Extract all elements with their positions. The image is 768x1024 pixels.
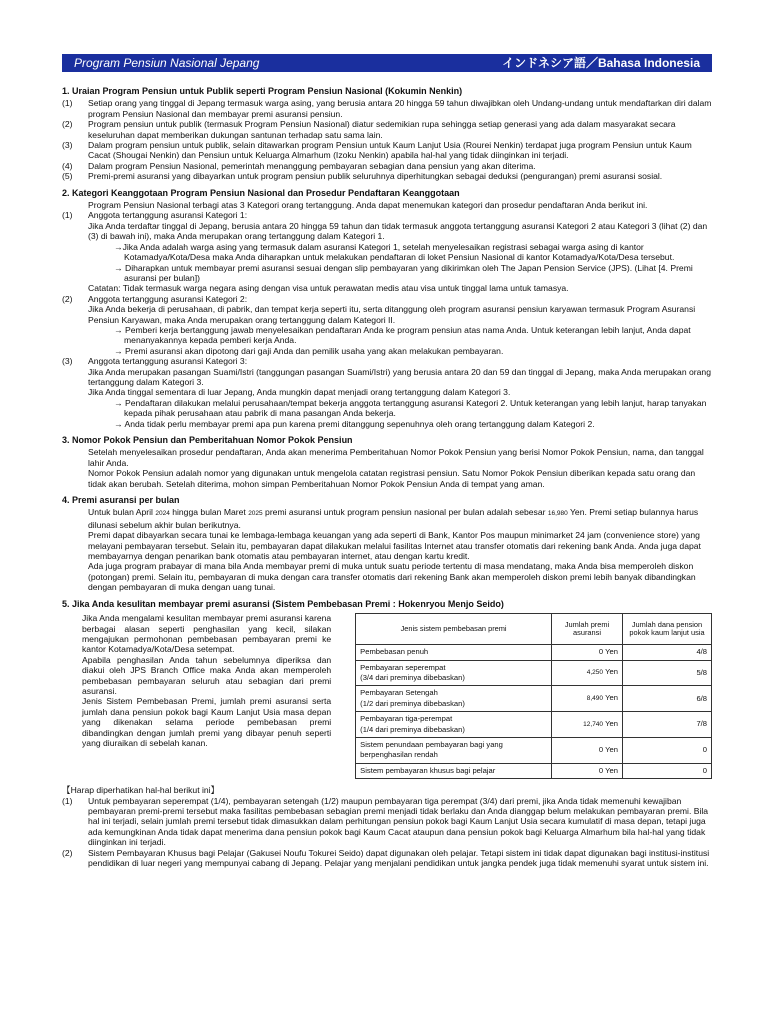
header-banner bbox=[62, 54, 712, 72]
premium-amount: 16,980 bbox=[547, 510, 568, 518]
item-text: Premi-premi asuransi yang dibayarkan untuk program pensiun publik seluruhnya diperhitungkan sebagai deduksi (pengurangan) premi asuransi sosial. bbox=[88, 171, 663, 182]
section-4 bbox=[62, 495, 712, 593]
list-item: (1) Untuk pembayaran seperempat (1/4), pembayaran setengah (1/2) maupun pembayaran tiga perempat (3/4) dari premi, jika Anda tidak memenuhi kewajiban pembayaran premi-premi tersebut maka fasilitas pembebasan sebagian premi menjadi tidak berlaku dan Anda dianggap belum melakukan pembayaran premi. Bila hal ini terjadi, selain jumlah premi tersebut tidak dimasukkan dalam perhitungan pensiun pokok bagi Kaum Lanjut Usia secara kumulatif di masa depan, tetapi juga ada kemungkinan Anda tidak dapat menerima dana pensiun pokok bagi Kaum Cacat ataupun dana pensiun pokok bagi Keluarga Almarhum bila hal-hal yang tidak diinginkan ini terjadi. bbox=[62, 795, 709, 848]
section-4-title: 4. Premi asuransi per bulan bbox=[62, 495, 180, 506]
year-start: 2024 bbox=[155, 510, 170, 518]
section-3-title: 3. Nomor Pokok Pensiun dan Pemberitahuan Nomor Pokok Pensiun bbox=[62, 435, 353, 445]
exemption-table bbox=[355, 613, 712, 779]
category-3-arrow-1: → Pendaftaran dilakukan melalui perusahaan/tempat bekerja anggota tertanggung asuransi Kategori 2. Untuk keterangan yang lebih lanjut, harap tanyakan kepada pihak perusahaan atau pabrik di mana pasangan Anda bekerja. bbox=[114, 397, 707, 419]
year-end: 2025 bbox=[248, 510, 263, 518]
section-4-paragraph: Untuk bulan April 2024 hingga bulan Maret 2025 premi asuransi untuk program pensiun nasional per bulan adalah sebesar 16,980 Yen. Premi setiap bulannya harus dilunasi sebelum akhir bulan berikutnya. bbox=[88, 507, 699, 530]
category-3-head: (3) Anggota tertanggung asuransi Kategori 3: bbox=[62, 356, 248, 367]
category-1-head: (1) Anggota tertanggung asuransi Kategori 1: bbox=[62, 210, 248, 221]
section-3-paragraph: Setelah menyelesaikan prosedur pendaftaran, Anda akan menerima Pemberitahuan Nomor Pokok Pensiun yang berisi Nomor Pokok Pensiun, nama, dan tanggal lahir Anda. bbox=[88, 447, 704, 468]
section-5 bbox=[62, 599, 712, 779]
item-text: Setiap orang yang tinggal di Jepang termasuk warga asing, yang berusia antara 20 hingga 59 tahun diwajibkan oleh Undang-undang untuk mendaftarkan diri dalam program Pensiun Nasional dan membayar premi asuransi pensiun. bbox=[88, 98, 712, 119]
section-4-paragraph: Ada juga program prabayar di mana bila Anda membayar premi di muka untuk suatu periode tertentu di masa mendatang, maka Anda bisa memperoleh diskon (potongan) premi. Selain itu, pembayaran di muka dengan cara transfer otomatis dari rekening Bank akan memperoleh diskon premi lebih banyak dibandingkan dengan pembayaran di muka dengan uang tunai. bbox=[88, 561, 696, 593]
item-number: (5) bbox=[62, 171, 73, 182]
table-row: Pembebasan penuh 0 Yen 4/8 bbox=[356, 645, 712, 660]
category-1-body: Jika Anda terdaftar tinggal di Jepang, berusia antara 20 hingga 59 tahun dan tidak termasuk anggota tertanggung asuransi Kategori 2 atau Kategori 3 (lihat (2) dan (3) di bawah ini), maka Anda merupakan orang tertanggung dalam Kategori 1. bbox=[88, 220, 708, 242]
category-2-body: Jika Anda bekerja di perusahaan, di pabrik, dan tempat kerja seperti itu, serta ditanggung oleh program asuransi pensiun karyawan termasuk Program Asuransi Pensiun Karyawan, maka Anda merupakan orang tertanggung dalam Kategori II. bbox=[88, 304, 696, 325]
item-number: (1) bbox=[62, 98, 73, 109]
section-2-title: 2. Kategori Keanggotaan Program Pensiun Nasional dan Prosedur Pendaftaran Keanggotaan bbox=[62, 187, 460, 198]
column-header: Jumlah dana pension pokok kaum lanjut usia bbox=[623, 614, 712, 645]
section-1-title: 1. Uraian Program Pensiun untuk Publik seperti Program Pensiun Nasional (Kokumin Nenkin) bbox=[62, 86, 463, 96]
item-text: Dalam program Pensiun Nasional, pemerintah menanggung pembayaran sebagian dana pensiun yang akan diterima. bbox=[88, 160, 536, 171]
item-text: Program pensiun untuk publik (termasuk Program Pensiun Nasional) diatur sedemikian rupa sehingga setiap generasi yang ada dalam masyarakat secara keseluruhan dapat memberikan dukungan santunan terhadap satu sama lain. bbox=[88, 119, 676, 140]
table-row: Sistem penundaan pembayaran bagi yang berpenghasilan rendah 0 Yen 0 bbox=[356, 737, 712, 763]
notes-section bbox=[62, 785, 712, 868]
category-2-arrow-1: → Pemberi kerja bertanggung jawab menyelesaikan pendaftaran Anda ke program pensiun atas nama Anda. Untuk keterangan lebih lanjut, Anda dapat menanyakannya kepada pemberi kerja Anda. bbox=[114, 324, 691, 346]
column-header: Jumlah premi asuransi bbox=[552, 614, 623, 645]
section-5-text: Jika Anda mengalami kesulitan membayar premi asuransi karena berbagai alasan seperti penghasilan yang kecil, silakan mengajukan permohonan pembebasan pembayaran premi ke kantor Kotamadya/Kota/Desa setempat. Apabila penghasilan Anda tahun sebelumnya diperiksa dan diakui oleh JPS Branch Office maka Anda akan memperoleh pembebasan pembayaran seluruh atau sebagian dari premi asuransi. Jenis Sistem Pembebasan Premi, jumlah premi asuransi serta jumlah dana pensiun pokok bagi Kaum Lanjut Usia masa depan yang dikenakan selama periode pembebasan premi dibandingkan dengan jumlah premi yang dibayar penuh seperti yang diuraikan di sebelah kanan. bbox=[82, 613, 332, 748]
banner-language: インドネシア語／Bahasa Indonesia bbox=[502, 55, 700, 70]
category-2-head: (2) Anggota tertanggung asuransi Kategori 2: bbox=[62, 293, 248, 304]
item-number: (3) bbox=[62, 140, 73, 151]
table-row: Pembayaran tiga-perempat (1/4 dari preminya dibebaskan) 12,740 Yen 7/8 bbox=[356, 712, 712, 738]
list-item bbox=[62, 119, 712, 140]
section-2 bbox=[62, 188, 712, 429]
section-2-intro: Program Pensiun Nasional terbagi atas 3 Kategori orang tertanggung. Anda dapat menemukan kategori dan prosedur pendaftaran Anda berikut ini. bbox=[88, 200, 648, 211]
table-header-row bbox=[356, 614, 712, 645]
category-1-arrow-1: →Jika Anda adalah warga asing yang termasuk dalam asuransi Kategori 1, setelah menyelesaikan registrasi sebagai warga asing di kantor Kotamadya/Kota/Desa maka Anda diharapkan untuk melakukan pendaftaran di loket Pensiun Nasional di kantor Kotamadya/Kota/Desa tersebut. bbox=[114, 241, 675, 263]
document-page bbox=[62, 54, 712, 868]
notes-heading: 【Harap diperhatikan hal-hal berikut ini】 bbox=[62, 785, 220, 796]
section-4-paragraph: Premi dapat dibayarkan secara tunai ke lembaga-lembaga keuangan yang ada seperti di Bank, Kantor Pos maupun minimarket 24 jam (convenience store) yang melayani pembayaran tersebut. Selain itu, pembayaran dapat dilakukan melalui fasilitas Internet atau transfer otomatis dari rekening bank Anda. Anda juga dapat membayarnya dengan penarikan bank otomatis atau pembayaran internet, atau dengan kartu kredit. bbox=[88, 530, 701, 562]
category-1-note: Catatan: Tidak termasuk warga negara asing dengan visa untuk perawatan medis atau visa untuk tinggal lama untuk tamasya. bbox=[88, 283, 569, 294]
list-item bbox=[62, 161, 712, 171]
item-number: (2) bbox=[62, 119, 73, 130]
column-header: Jenis sistem pembebasan premi bbox=[356, 614, 552, 645]
list-item bbox=[62, 98, 712, 119]
item-number: (4) bbox=[62, 160, 73, 171]
banner-title: Program Pensiun Nasional Jepang bbox=[74, 55, 260, 70]
category-3-body: Jika Anda merupakan pasangan Suami/Istri (tanggungan pasangan Suami/Istri) yang berusia antara 20 dan 59 dan tinggal di Jepang, maka Anda merupakan orang tertanggung dalam Kategori 3. bbox=[88, 366, 711, 387]
table-row: Pembayaran seperempat (3/4 dari preminya dibebaskan) 4,250 Yen 5/8 bbox=[356, 660, 712, 686]
item-text: Dalam program pensiun untuk publik, selain ditawarkan program Pensiun untuk Kaum Lanjut Usia (Rourei Nenkin) terdapat juga program Pensiun untuk Kaum Cacat (Shougai Nenkin) dan Pensiun untuk Keluarga Almarhum (Izoku Nenkin) apabila hal-hal yang tidak diinginkan ini terjadi. bbox=[88, 140, 692, 161]
table-row: Pembayaran Setengah (1/2 dari preminya dibebaskan) 8,490 Yen 6/8 bbox=[356, 686, 712, 712]
list-item: (2) Sistem Pembayaran Khusus bagi Pelajar (Gakusei Noufu Tokurei Seido) dapat digunakan oleh pelajar. Tetapi sistem ini tidak dapat digunakan bagi institusi-institusi pendidikan di luar negeri yang mempunyai cabang di Jepang. Pelajar yang menjalani pendidikan untuk jangka pendek juga tidak memenuhi syarat untuk sistem ini. bbox=[62, 847, 710, 868]
list-item bbox=[62, 140, 712, 161]
category-2-arrow-2: → Premi asuransi akan dipotong dari gaji Anda dan pemilik usaha yang akan melakukan pembayaran. bbox=[114, 345, 504, 356]
section-3-paragraph: Nomor Pokok Pensiun adalah nomor yang digunakan untuk mengelola catatan registrasi pensiun. Satu Nomor Pokok Pensiun diberikan kepada satu orang dan tidak akan berubah. Setelah diterima, mohon simpan Pemberitahuan Nomor Pokok Pensiun Anda di tempat yang aman. bbox=[88, 468, 696, 489]
table-row: Sistem pembayaran khusus bagi pelajar 0 Yen 0 bbox=[356, 763, 712, 778]
list-item bbox=[62, 171, 712, 181]
category-1-arrow-2: → Diharapkan untuk membayar premi asuransi sesuai dengan slip pembayaran yang dikirimkan oleh The Japan Pension Service (JPS). (Lihat [4. Premi asuransi per bulan]) bbox=[114, 262, 693, 283]
section-1 bbox=[62, 86, 712, 182]
section-5-title: 5. Jika Anda kesulitan membayar premi asuransi (Sistem Pembebasan Premi : Hokenryou Menjo Seido) bbox=[62, 598, 504, 609]
section-3 bbox=[62, 435, 712, 489]
category-3-body-2: Jika Anda tinggal sementara di luar Jepang, Anda mungkin dapat menjadi orang tertanggung dalam Kategori 3. bbox=[88, 387, 511, 398]
category-3-arrow-2: → Anda tidak perlu membayar premi apa pun karena premi ditanggung sepenuhnya oleh orang tertanggung dalam Kategori 2. bbox=[114, 418, 595, 429]
